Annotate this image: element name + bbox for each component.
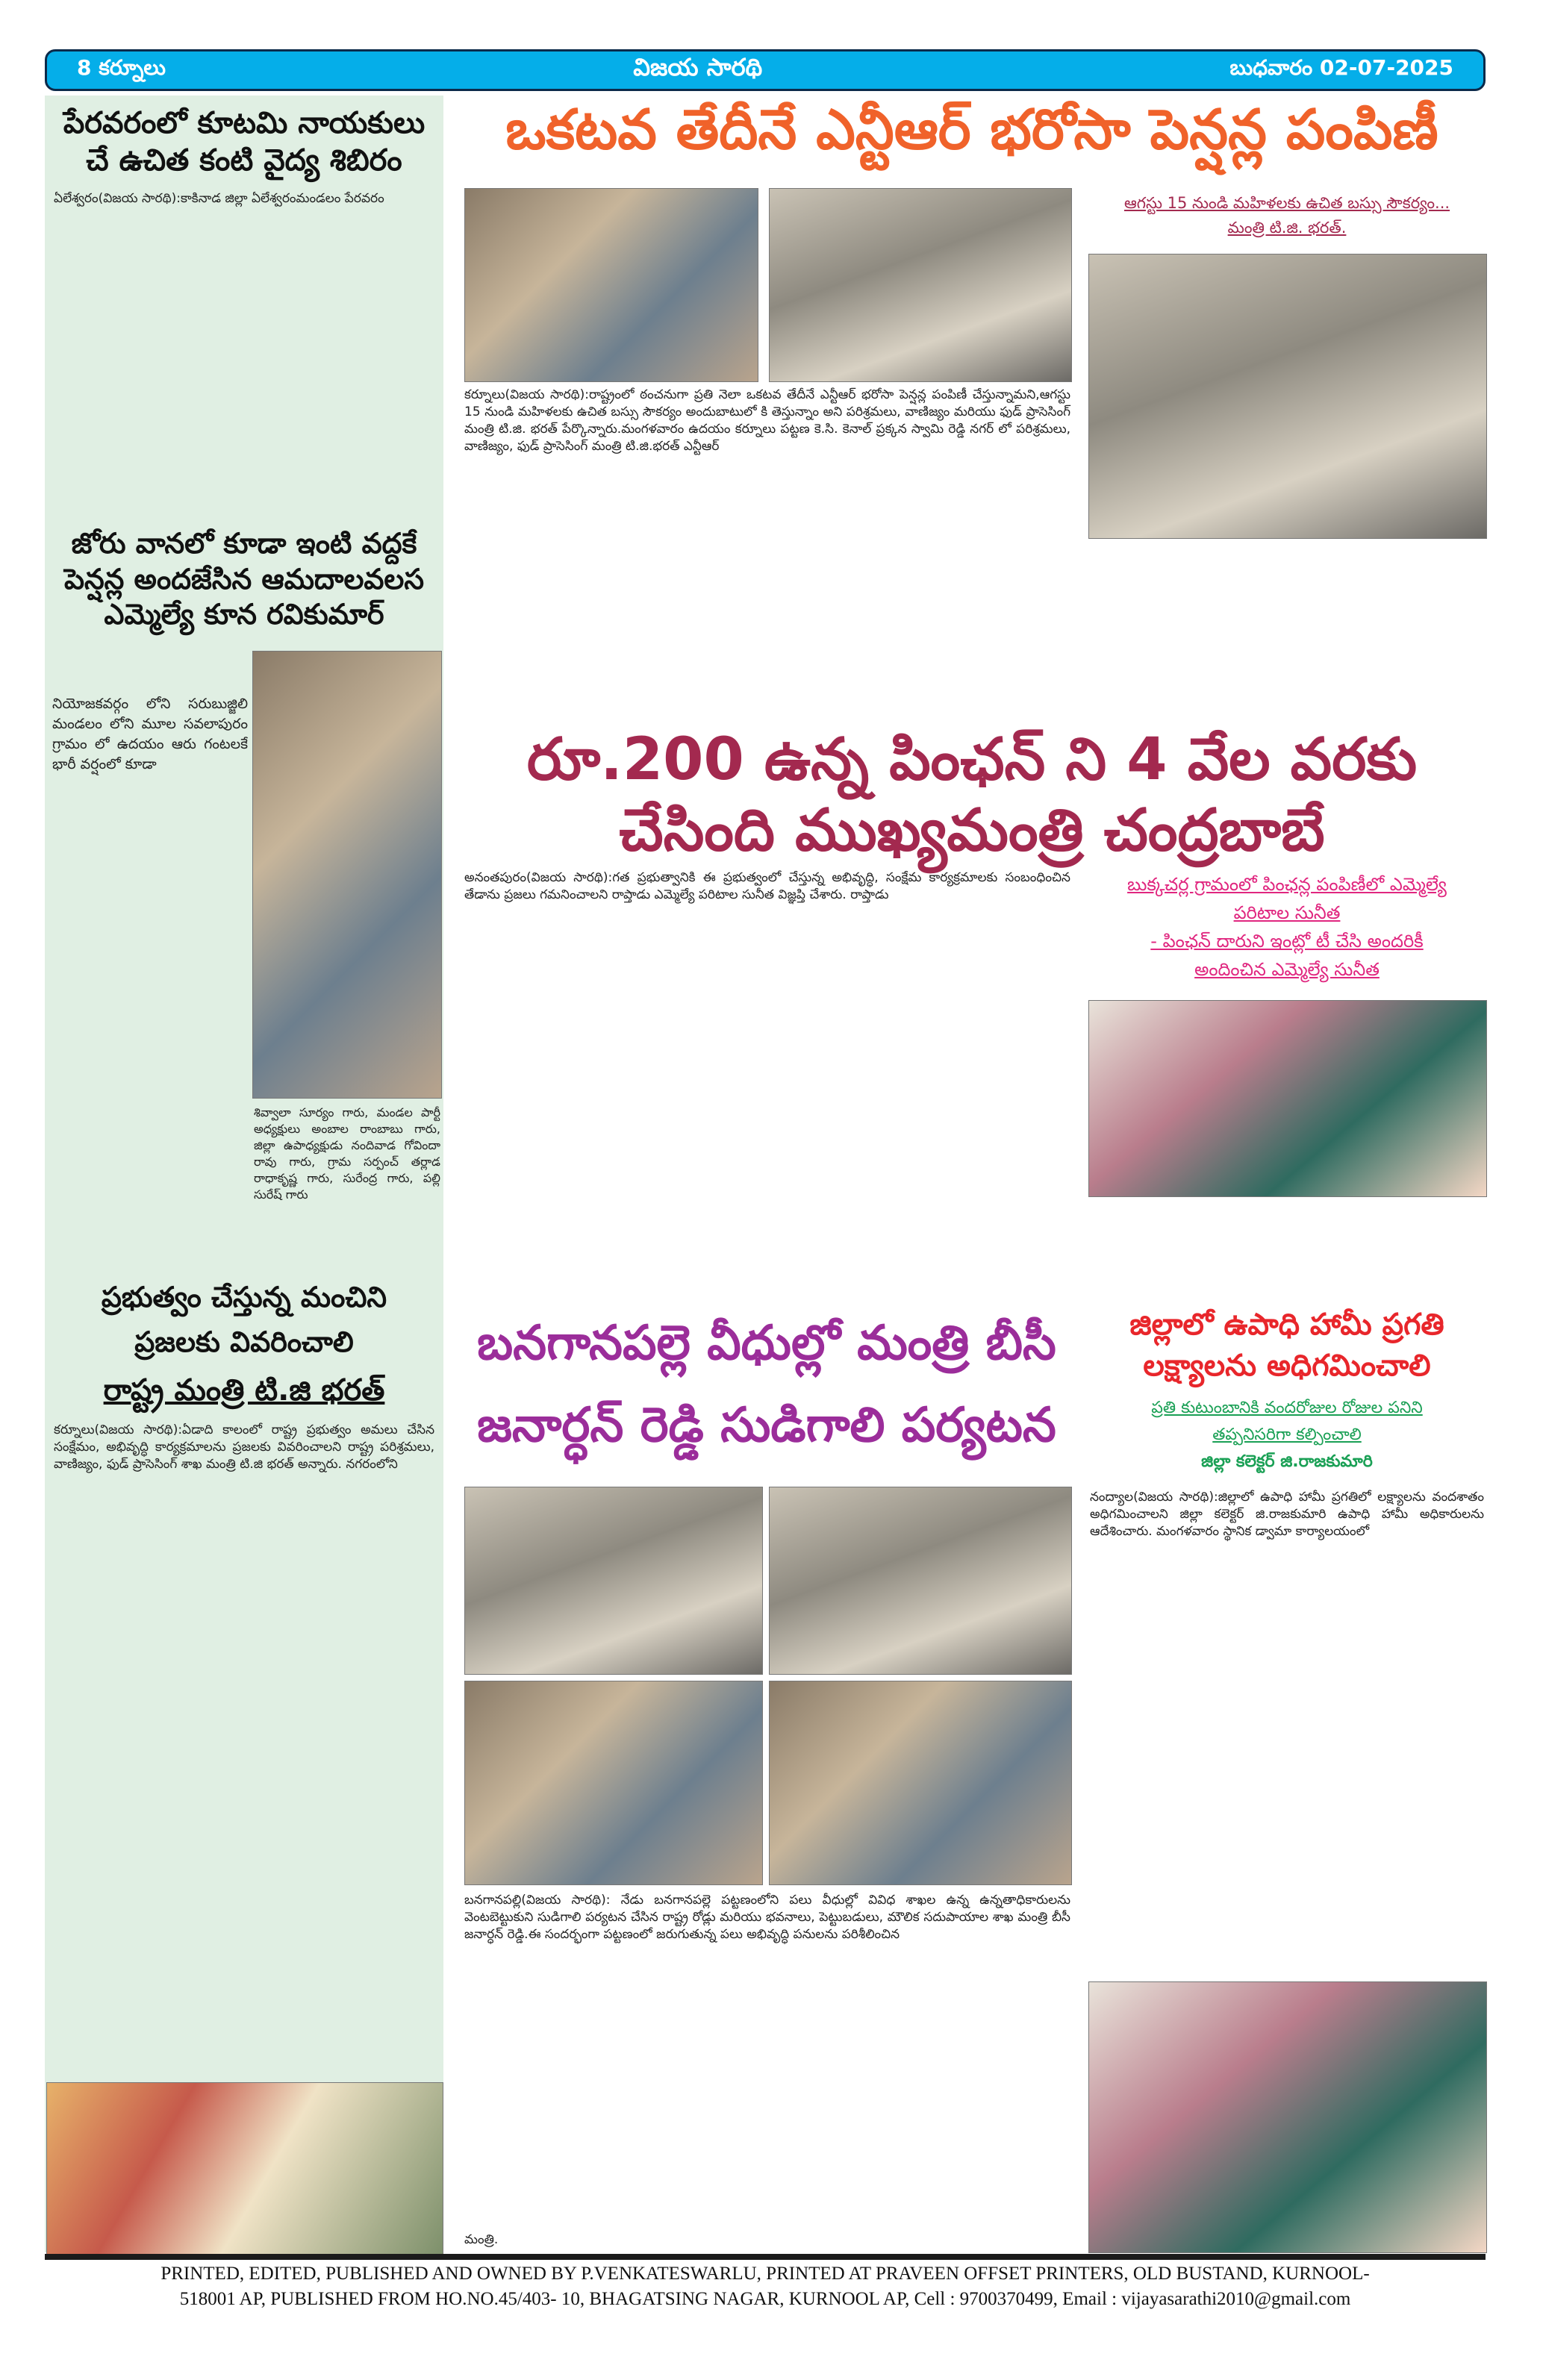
story3-headline-line2: ప్రజలకు వివరించాలి (134, 1325, 354, 1358)
upadhi-photo (1088, 1981, 1487, 2253)
banaganapalle-headline-line1: బనగానపల్లె వీధుల్లో మంత్రి బీసీ (477, 1316, 1056, 1371)
upadhi-body: నంద్యాల(విజయ సారథి):జిల్లాలో ఉపాధి హామీ ప్రగతిలో లక్ష్యాలను వందశాతం అధిగమించాలని జిల్లా కలెక్టర్ జి.రాజకుమారి ఉపాధి హామీ అధికారులను ఆదేశించారు. మంగళవారం స్థానిక డ్వామా కార్యాలయంలో (1090, 1490, 1484, 1539)
pension-subhead-line2: పరిటాల సునీత (1233, 902, 1341, 923)
story2-headline: జోరు వానలో కూడా ఇంటి వద్దకే పెన్షన్ల అందజేసిన ఆమదాలవలస ఎమ్మెల్యే కూన రవికుమార్ (63, 527, 425, 631)
lead-subhead-line1: ఆగస్టు 15 నుండి మహిళలకు ఉచిత బస్సు సౌకర్యం... (1123, 194, 1450, 212)
story1-body: ఏలేశ్వరం(విజయ సారథి):కాకినాడ జిల్లా ఏలేశ్వరంమండలం పేరవరం (54, 191, 384, 206)
pension-subhead-line3: - పింఛన్ దారుని ఇంట్లో టీ చేసి అందరికీ (1150, 931, 1424, 952)
imprint-footer (45, 2261, 1486, 2312)
issue-date: బుధవారం 02-07-2025 (1229, 55, 1453, 80)
imprint-line-1: PRINTED, EDITED, PUBLISHED AND OWNED BY P.VENKATESWARLU, PRINTED AT PRAVEEN OFFSET PRINTERS, OLD BUSTAND, KURNOOL- (160, 2264, 1370, 2284)
story3-headline-line1: ప్రభుత్వం చేస్తున్న మంచిని (101, 1281, 387, 1314)
pension-photo (1088, 1000, 1487, 1197)
lead-photo-2 (769, 188, 1072, 382)
banaganapalle-photo-3 (464, 1681, 763, 1885)
lead-photo-1 (464, 188, 758, 382)
banaganapalle-photo-1 (464, 1487, 763, 1675)
banaganapalle-tail: మంత్రి. (464, 2232, 499, 2247)
banaganapalle-headline-line2: జనార్ధన్ రెడ్డి సుడిగాలి పర్యటన (477, 1398, 1056, 1453)
banaganapalle-photo-4 (769, 1681, 1072, 1885)
upadhi-subhead-line2: తప్పనిసరిగా కల్పించాలి (1212, 1425, 1362, 1444)
story3-photo (46, 2082, 443, 2259)
upadhi-subhead-line1: ప్రతి కుటుంబానికి వందరోజుల రోజుల పనిని (1151, 1399, 1423, 1417)
banaganapalle-photo-2 (769, 1487, 1072, 1675)
paper-name: విజయ సారథి (633, 53, 763, 81)
upadhi-subhead-line3: జిల్లా కలెక్టర్ జి.రాజకుమారి (1201, 1452, 1373, 1471)
story2-caption: శివ్వాలా సూర్యం గారు, మండల పార్టీ అధ్యక్షులు అంబాల రాంబాబు గారు, జిల్లా ఉపాధ్యక్షుడు నందివాడ గోవిందా రావు గారు, గ్రామ సర్పంచ్ తర్లాడ రాధాకృష్ణ గారు, సురేంద్ర గారు, పల్లి సురేష్ గారు (254, 1105, 440, 1202)
pension-headline-line2: చేసింది ముఖ్యమంత్రి చంద్రబాబే (619, 797, 1325, 864)
story3-body: కర్నూలు(విజయ సారథి):ఏడాది కాలంలో రాష్ట్ర ప్రభుత్వం అమలు చేసిన సంక్షేమం, అభివృద్ధి కార్యక్రమాలను ప్రజలకు వివరించాలని రాష్ట్ర పరిశ్రమలు, వాణిజ్యం, ఫుడ్ ప్రాసెసింగ్ శాఖ మంత్రి టి.జి భరత్ అన్నారు. నగరంలోని (54, 1422, 434, 1472)
lead-body: కర్నూలు(విజయ సారథి):రాష్ట్రంలో ఠంచనుగా ప్రతి నెలా ఒకటవ తేదీనే ఎన్టీఆర్ భరోసా పెన్షన్ల పంపిణీ చేస్తున్నామని,ఆగస్టు 15 నుండి మహిళలకు ఉచిత బస్సు సౌకర్యం అందుబాటులో కి తెస్తున్నాం అని పరిశ్రమలు, వాణిజ్యం మరియు ఫుడ్ ప్రాసెసింగ్ మంత్రి టి.జి. భరత్ పేర్కొన్నారు.మంగళవారం ఉదయం కర్నూలు పట్టణ కె.సి. కెనాల్ ప్రక్కన స్వామి రెడ్డి నగర్ లో పరిశ్రమలు, వాణిజ్యం, ఫుడ్ ప్రాసెసింగ్ మంత్రి టి.జి.భరత్ ఎన్టీఆర్ (464, 387, 1070, 454)
story2-photo (252, 651, 442, 1099)
upadhi-headline-line1: జిల్లాలో ఉపాధి హామీ ప్రగతి (1129, 1308, 1444, 1342)
footer-rule (45, 2254, 1486, 2260)
banaganapalle-body: బనగానపల్లి(విజయ సారథి): నేడు బనగానపల్లె పట్టణంలోని పలు వీధుల్లో వివిధ శాఖల ఉన్న ఉన్నతాధికారులను వెంటబెట్టుకుని సుడిగాలి పర్యటన చేసిన రాష్ట్ర రోడ్లు మరియు భవనాలు, పెట్టుబడులు, మౌలిక సదుపాయాల శాఖ మంత్రి బీసీ జనార్ధన్ రెడ్డి.ఈ సందర్భంగా పట్టణంలో జరుగుతున్న పలు అభివృద్ధి పనులను పరిశీలించిన (464, 1893, 1070, 1942)
page-label: 8 కర్నూలు (77, 55, 166, 80)
pension-headline-line1: రూ.200 ఉన్న పింఛన్ ని 4 వేల వరకు (526, 726, 1418, 793)
imprint-line-2: 518001 AP, PUBLISHED FROM HO.NO.45/403- 10, BHAGATSING NAGAR, KURNOOL AP, Cell : 9700370499, Email : vijayasarathi2010@gmail.com (179, 2289, 1351, 2309)
upadhi-headline-line2: లక్ష్యాలను అధిగమించాలి (1143, 1349, 1431, 1383)
pension-body: అనంతపురం(విజయ సారథి):గత ప్రభుత్వానికి ఈ ప్రభుత్వంలో చేస్తున్న అభివృద్ధి, సంక్షేమ కార్యక్రమాలకు సంబంధించిన తేడాను ప్రజలు గమనించాలని రాప్తాడు ఎమ్మెల్యే పరిటాల సునీత విజ్ఞప్తి చేశారు. రాప్తాడు (464, 870, 1070, 902)
masthead-bar (45, 49, 1486, 91)
story3-headline-line3: రాష్ట్ర మంత్రి టి.జి భరత్ (103, 1373, 385, 1408)
pension-subhead-line1: బుక్కచర్ల గ్రామంలో పింఛన్ల పంపిణీలో ఎమ్మెల్యే (1127, 874, 1447, 895)
lead-headline: ఒకటవ తేదీనే ఎన్టీఆర్ భరోసా పెన్షన్ల పంపిణీ (505, 98, 1438, 162)
lead-photo-3 (1088, 254, 1487, 539)
pension-subhead-line4: అందించిన ఎమ్మెల్యే సునీత (1194, 959, 1380, 980)
story1-headline: పేరవరంలో కూటమి నాయకులు చే ఉచిత కంటి వైద్య శిబిరం (63, 106, 426, 178)
lead-subhead-line2: మంత్రి టి.జి. భరత్. (1227, 219, 1347, 237)
story2-body: నియోజకవర్గం లోని సరుబుజ్జిలి మండలం లోని మూల సవలాపురం గ్రామం లో ఉదయం ఆరు గంటలకే భారీ వర్షంలో కూడా (52, 696, 248, 772)
